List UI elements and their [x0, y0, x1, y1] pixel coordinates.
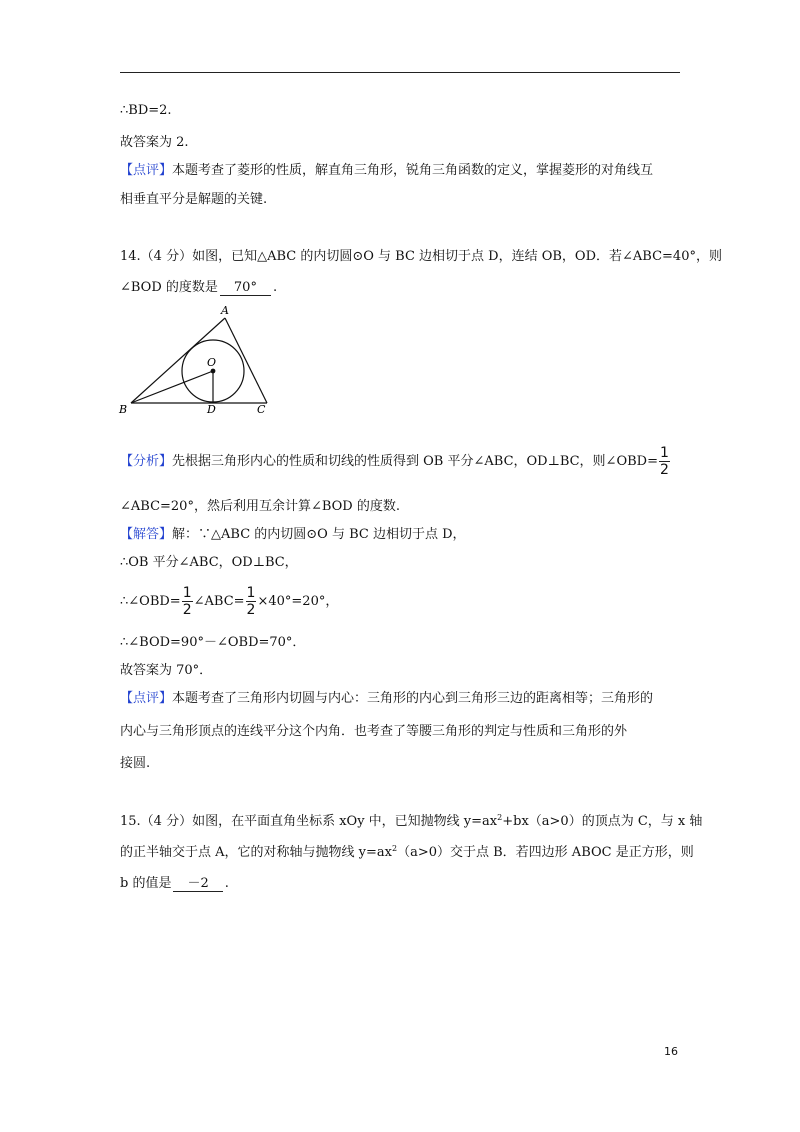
- analysis-line1: [120, 446, 671, 477]
- incircle-figure: [115, 300, 285, 418]
- page-number: 16: [664, 1045, 678, 1058]
- question-15-line1: 15.（4 分）如图，在平面直角坐标系 xOy 中，已知抛物线 $y=ax^2+bx(a>0)$的顶点为 C，与 x 轴: [120, 813, 703, 829]
- analysis-tag: 【分析】: [120, 454, 173, 469]
- label-a: A: [221, 304, 229, 317]
- line-bd: ∴BD=2.: [120, 103, 172, 118]
- question-14-line2: [120, 281, 277, 296]
- solution-line4: ∴∠BOD=90°－∠OBD=70°．: [120, 635, 306, 650]
- comment-13-line2: 相垂直平分是解题的关键.: [120, 192, 268, 207]
- label-b: B: [119, 403, 128, 416]
- label-d: D: [207, 403, 216, 416]
- period: .: [272, 280, 278, 295]
- answer-blank-14: 70°: [220, 281, 271, 296]
- comment-tag: 【点评】: [120, 691, 173, 706]
- fraction-half: $\frac{1}{2}$: [659, 445, 669, 478]
- superscript-2: 2: [391, 844, 398, 853]
- question-15-line2: 的正半轴交于点 A，它的对称轴与抛物线 $y=ax^2(a>0)$交于点 B．若四边形 ABOC 是正方形，则: [120, 844, 694, 860]
- fraction-half: $\frac{1}{2}$: [246, 585, 256, 618]
- label-c: C: [257, 403, 266, 416]
- solution-tag: 【解答】: [120, 527, 173, 542]
- solution-line3: ∴∠OBD= $\frac{1}{2}$ ∠ABC= $\frac{1}{2}$ ×40°=20°，: [120, 585, 339, 618]
- fraction-half: $\frac{1}{2}$: [182, 585, 192, 618]
- comment-14-line2: 内心与三角形顶点的连线平分这个内角．也考查了等腰三角形的判定与性质和三角形的外: [120, 724, 628, 739]
- answer-blank-15: －2: [173, 877, 222, 892]
- comment-text: 本题考查了菱形的性质，解直角三角形，锐角三角函数的定义，掌握菱形的对角线互: [172, 163, 654, 178]
- center-dot: [211, 369, 216, 374]
- question-14-line1: 14.（4 分）如图，已知△ABC 的内切圆⊙O 与 BC 边相切于点 D，连结 OB，OD．若∠ABC=40°，则: [120, 249, 722, 264]
- comment-14-line1: [120, 692, 653, 705]
- solution-line5: 故答案为 70°．: [120, 663, 213, 678]
- label-o: O: [207, 356, 217, 369]
- comment-14-line3: 接圆.: [120, 756, 151, 771]
- superscript-2: 2: [497, 813, 503, 822]
- solution-line2: ∴OB 平分∠ABC，OD⊥BC，: [120, 555, 298, 570]
- analysis-text: 先根据三角形内心的性质和切线的性质得到 OB 平分∠ABC，OD⊥BC，则∠OBD=: [172, 454, 658, 469]
- analysis-line2: ∠ABC=20°，然后利用互余计算∠BOD 的度数.: [120, 499, 400, 514]
- segment-ob: [131, 371, 213, 403]
- solution-text: 解：∵△ABC 的内切圆⊙O 与 BC 边相切于点 D，: [172, 527, 466, 542]
- question-15-line3: b 的值是 －2 .: [120, 876, 229, 891]
- header-rule: [120, 72, 680, 73]
- comment-text: 本题考查了三角形内切圆与内心：三角形的内心到三角形三边的距离相等；三角形的: [172, 691, 654, 706]
- comment-tag: 【点评】: [120, 163, 173, 178]
- question-14-text: ∠BOD 的度数是: [120, 280, 218, 295]
- side-ac: [225, 318, 267, 403]
- line-answer-13: 故答案为 2.: [120, 135, 189, 150]
- comment-13-line1: [120, 164, 653, 177]
- solution-line1: [120, 528, 466, 541]
